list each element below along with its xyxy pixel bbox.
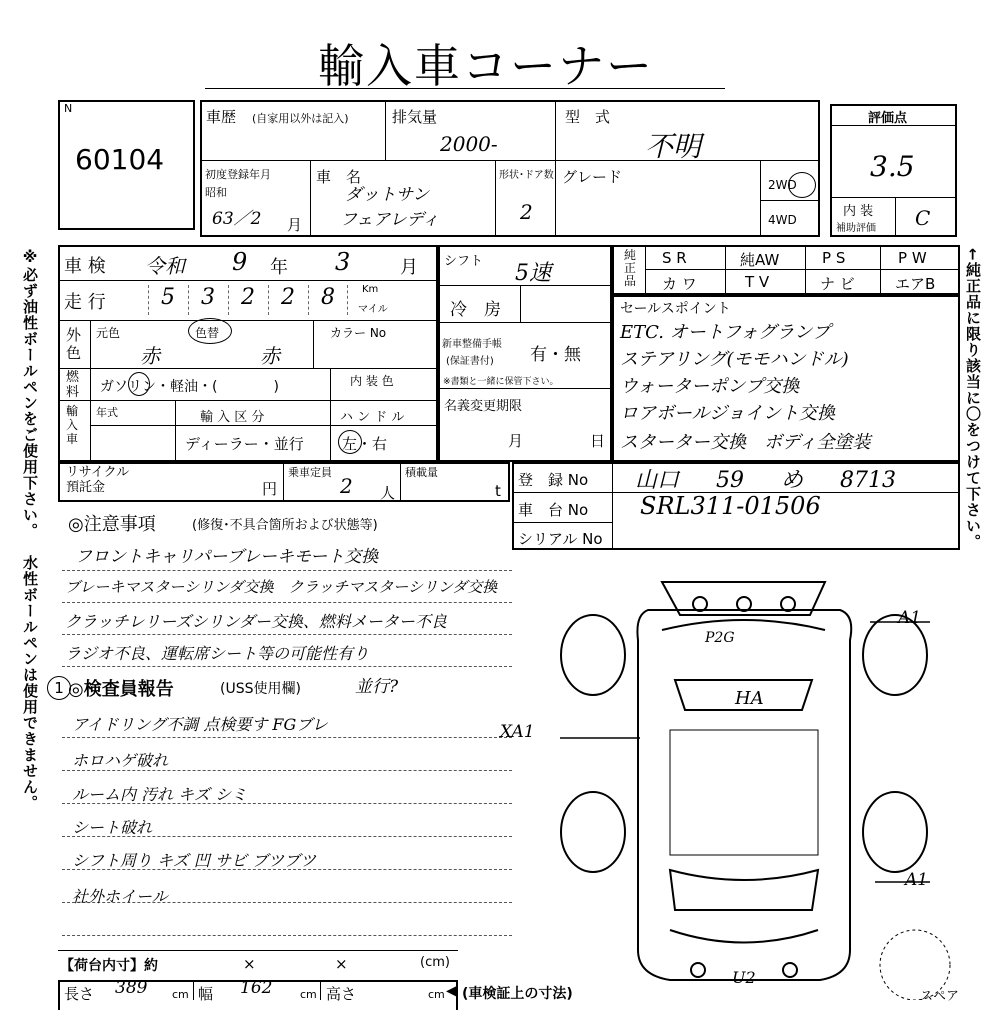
shift-label: シフト <box>444 254 484 269</box>
notes-heading: ◎注意事項 <box>68 514 156 535</box>
import-label: 輸入車 <box>66 404 79 446</box>
equip-ps: P S <box>822 249 846 267</box>
capacity-label: 乗車定員 <box>288 466 332 479</box>
name-change-day: 日 <box>590 432 606 450</box>
reg-value: 山口 59 め 8713 <box>635 468 896 493</box>
shaken-label: 車 検 <box>64 256 106 277</box>
note-line: フロントキャリパーブレーキモート交換 <box>75 547 379 567</box>
first-reg-label: 初度登録年月 <box>205 168 271 181</box>
sales-point-line: ウォーターポンプ交換 <box>620 376 800 397</box>
mileage-digit: 2 <box>228 285 267 315</box>
note-line: ラジオ不良、運転席シート等の可能性有り <box>65 644 370 663</box>
car-name-label: 車 名 <box>316 168 362 186</box>
equip-sr: S R <box>662 249 687 267</box>
damage-mark: U2 <box>732 968 756 987</box>
spare-label: スペア <box>920 989 960 1004</box>
title-underline <box>205 88 725 89</box>
original-color-label: 元色 <box>96 326 121 340</box>
interior-label: 内 装 <box>843 204 874 219</box>
chassis-label: 車 台 No <box>518 501 589 519</box>
notes-heading-sub: (修復･不具合箇所および状態等) <box>192 518 378 533</box>
car-name-value-1: ダットサン <box>345 185 430 205</box>
inspector-line: シフト周り キズ 凹 サビ ブツブツ <box>72 851 317 870</box>
inspection-box <box>58 245 438 462</box>
serial-label: シリアル No <box>518 530 603 548</box>
inspector-mark-circle: 1 <box>47 676 71 700</box>
length-unit: cm <box>172 988 189 1001</box>
rating-score: 3.5 <box>870 150 915 183</box>
sales-point-line: スターター交換 ボディ全塗装 <box>620 432 871 453</box>
sales-point-line: ステアリング(モモハンドル) <box>620 349 849 370</box>
history-label: 車歴 <box>206 108 237 126</box>
sales-point-line: ETC. オートフォグランプ <box>620 322 831 343</box>
drive-2wd: 2WD <box>768 178 797 192</box>
import-year-label: 年式 <box>96 406 118 419</box>
width-value: 162 <box>240 978 273 998</box>
mileage-digit: 3 <box>188 285 227 315</box>
cargo-x2: × <box>335 955 348 973</box>
shaken-year-unit: 年 <box>270 257 288 278</box>
shaken-era: 令和 <box>145 254 185 278</box>
inspector-heading-sub: (USS使用欄) <box>220 681 301 697</box>
grade-label: グレード <box>562 168 623 186</box>
handle-circle <box>338 430 362 454</box>
import-class-label: 輸 入 区 分 <box>200 410 265 425</box>
model-label: 型 式 <box>565 108 611 126</box>
import-class-value: ディーラー・並行 <box>185 435 304 453</box>
km-unit: Km <box>362 284 379 295</box>
fuel-label: 燃料 <box>66 370 80 400</box>
length-label: 長さ <box>64 985 95 1003</box>
equipment-label: 純正品 <box>624 248 637 288</box>
manual-label: 新車整備手帳 <box>442 339 502 350</box>
equip-airbag: エアB <box>895 275 936 293</box>
cargo-cm: (cm) <box>420 955 450 970</box>
lot-number: 60104 <box>75 143 165 176</box>
car-name-value-2: フェアレディ <box>340 210 440 230</box>
repaint-circle <box>188 318 232 344</box>
yen-unit: 円 <box>262 480 278 498</box>
fuel-options: ガソリン・軽油・( ) <box>100 379 279 395</box>
cargo-label: 【荷台内寸】約 <box>60 958 158 974</box>
first-reg-month-unit: 月 <box>287 216 303 234</box>
note-line: ブレーキマスターシリンダ交換 クラッチマスターシリンダ交換 <box>65 578 498 596</box>
drive-4wd: 4WD <box>768 213 797 227</box>
height-unit: cm <box>428 988 445 1001</box>
sales-point-line: ロアボールジョイント交換 <box>620 403 835 424</box>
side-note-left-2: 水性ボールペンは使用できません。 <box>21 555 39 811</box>
mile-unit: マイル <box>358 304 388 315</box>
first-reg-value: 63／2 <box>212 209 262 229</box>
reg-label: 登 録 No <box>518 471 589 489</box>
side-note-right: ←純正品に限り該当に〇をつけて下さい。 <box>964 248 982 550</box>
fuel-circle <box>128 372 150 396</box>
mileage-digits <box>148 285 358 315</box>
ton-unit: t <box>495 482 501 500</box>
name-change-month: 月 <box>508 432 524 450</box>
original-color-value: 赤 <box>140 344 160 368</box>
name-change-label: 名義変更期限 <box>444 399 523 414</box>
damage-mark: A1 <box>905 870 929 890</box>
equip-navi: ナ ビ <box>820 275 855 293</box>
damage-mark: XA1 <box>500 722 535 742</box>
person-unit: 人 <box>380 484 396 502</box>
chassis-value: SRL311-01506 <box>640 492 821 520</box>
inspector-line: シート破れ <box>72 818 153 837</box>
sales-points-label: セールスポイント <box>620 301 731 317</box>
manual-note: ※書類と一緒に保管下さい。 <box>443 377 559 387</box>
capacity-value: 2 <box>340 474 353 498</box>
displacement-label: 排気量 <box>392 108 438 126</box>
cargo-x1: × <box>243 955 256 973</box>
interior-color-label: 内 装 色 <box>350 374 394 388</box>
manual-sub: (保証書付) <box>446 356 494 367</box>
inspector-heading-note: 並行? <box>355 677 399 697</box>
exterior-label: 外色 <box>66 326 82 362</box>
width-unit: cm <box>300 988 317 1001</box>
shaken-month: 3 <box>335 248 351 276</box>
load-label: 積載量 <box>405 466 438 479</box>
repaint-value: 赤 <box>260 344 280 368</box>
side-note-left-1: ※必ず油性ボールペンをご使用下さい。 <box>21 248 39 539</box>
inspector-heading: ◎検査員報告 <box>68 679 174 700</box>
manual-value: 有・無 <box>530 345 581 365</box>
equip-tv: T V <box>745 273 770 291</box>
damage-mark: A1 <box>898 608 922 628</box>
page-title: 輸入車コーナー <box>318 39 654 93</box>
mileage-label: 走 行 <box>64 292 106 313</box>
lot-label: N <box>64 102 73 115</box>
shaken-year: 9 <box>232 248 248 276</box>
interior-sub: 補助評価 <box>836 223 876 234</box>
shaken-month-unit: 月 <box>400 257 418 278</box>
rating-label: 評価点 <box>868 111 908 126</box>
drive-2wd-circle <box>788 172 816 198</box>
equip-aw: 純AW <box>740 251 780 269</box>
mileage-digit: 8 <box>308 285 348 315</box>
arrow-left-icon: ◀ <box>446 983 457 999</box>
cargo-note: (車検証上の寸法) <box>462 986 573 1002</box>
recycle-label: リサイクル 預託金 <box>66 465 130 495</box>
diagram-label-top: P2G <box>705 630 735 646</box>
first-reg-era: 昭和 <box>205 186 227 199</box>
inspector-line: アイドリング不調 点検要す FGブレ <box>72 715 328 734</box>
interior-value: C <box>915 206 931 230</box>
mileage-digit: 5 <box>148 285 187 315</box>
handle-value: 左・右 <box>342 435 388 453</box>
mileage-digit: 2 <box>268 285 307 315</box>
ac-label: 冷 房 <box>450 300 501 320</box>
equip-pw: P W <box>898 249 927 267</box>
doors-value: 2 <box>520 200 533 224</box>
shift-value: 5速 <box>515 261 551 286</box>
color-no-label: カラー No <box>330 326 387 340</box>
note-line: クラッチレリーズシリンダー交換、燃料メーター不良 <box>65 612 447 631</box>
model-value: 不明 <box>645 130 702 163</box>
equip-kawa: カ ワ <box>662 275 697 293</box>
displacement-value: 2000- <box>440 132 498 156</box>
repaint-label: 色替 <box>195 326 220 340</box>
inspector-line: ホロハゲ破れ <box>72 751 169 770</box>
inspector-line: 社外ホイール <box>72 887 168 906</box>
length-value: 389 <box>115 978 148 998</box>
inspector-line: ルーム内 汚れ キズ シミ <box>72 785 247 804</box>
height-label: 高さ <box>326 985 357 1003</box>
handle-label: ハ ン ド ル <box>340 410 405 425</box>
width-label: 幅 <box>198 985 214 1003</box>
diagram-label-roof: HA <box>735 688 764 709</box>
history-note: (自家用以外は記入) <box>252 112 349 125</box>
doors-label: 形状･ドア数 <box>499 170 554 181</box>
car-diagram <box>520 570 990 1000</box>
